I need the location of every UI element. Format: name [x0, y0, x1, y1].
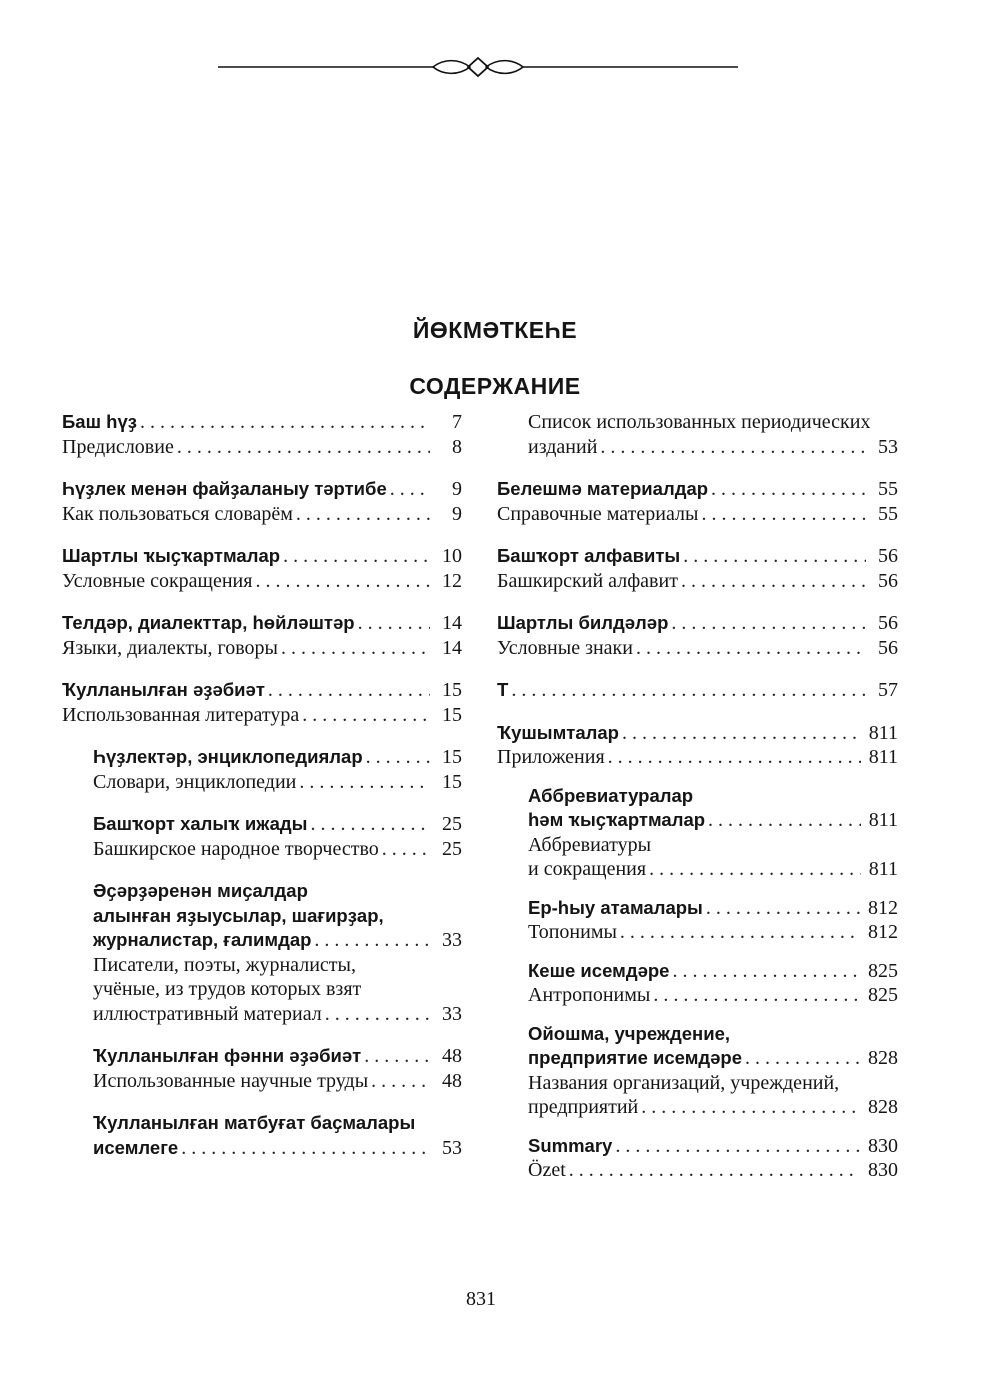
- toc-group: [497, 721, 898, 770]
- toc-entry-page: 56: [878, 636, 898, 659]
- toc-entry-title: Башкирский алфавит: [497, 569, 678, 592]
- toc-entry-title-line: Әҫәрҙәренән миҫалдар: [93, 880, 308, 901]
- toc-entry-page: 25: [442, 837, 462, 860]
- leader-dots: [672, 959, 860, 984]
- toc-entry-title: Шартлы ҡыҫҡартмалар: [62, 545, 281, 566]
- toc-entry-title: Топонимы: [528, 921, 617, 943]
- leader-dots: [181, 1136, 430, 1161]
- leader-dots: [268, 678, 430, 703]
- toc-entry-page: 56: [878, 569, 898, 592]
- toc-entry-title-line: Писатели, поэты, журналисты,: [93, 953, 356, 976]
- toc-entry-page: 15: [442, 679, 462, 701]
- toc-entry-title: Как пользоваться словарём: [62, 502, 293, 525]
- toc-entry-page: 825: [868, 959, 898, 982]
- toc-entry[interactable]: [62, 435, 462, 460]
- toc-entry[interactable]: [93, 837, 462, 862]
- toc-entry[interactable]: [62, 703, 462, 728]
- toc-entry[interactable]: [93, 1002, 462, 1027]
- title-bashkir: ЙӨКМӘТКЕҺЕ: [412, 317, 578, 343]
- toc-entry-title: Словари, энциклопедии: [93, 770, 297, 793]
- toc-entry-page: 55: [878, 502, 898, 525]
- leader-dots: [708, 808, 861, 833]
- toc-entry[interactable]: [62, 678, 462, 703]
- leader-dots: [600, 435, 866, 460]
- toc-group: [62, 1044, 462, 1093]
- toc-entry-page: 811: [868, 858, 898, 880]
- toc-group: [62, 477, 462, 526]
- toc-entry-page: 7: [452, 411, 462, 433]
- toc-entry[interactable]: [93, 1044, 462, 1069]
- toc-group: [62, 678, 462, 727]
- toc-entry-page: 812: [868, 896, 898, 919]
- toc-group: [62, 611, 462, 660]
- leader-dots: [390, 477, 430, 502]
- toc-entry-page: 825: [868, 984, 898, 1006]
- leader-dots: [641, 1095, 860, 1120]
- leader-dots: [649, 857, 861, 882]
- toc-entry[interactable]: [497, 678, 898, 703]
- title-russian: СОДЕРЖАНИЕ: [409, 373, 581, 399]
- toc-entry[interactable]: [62, 477, 462, 502]
- toc-entry-title: Ҡушымталар: [497, 721, 619, 743]
- toc-entry[interactable]: [62, 569, 462, 594]
- leader-dots: [622, 721, 861, 746]
- toc-entry-title: Использованная литература: [62, 703, 300, 726]
- leader-dots: [299, 770, 430, 795]
- toc-entry-page: 56: [878, 545, 898, 567]
- toc-group: [497, 477, 898, 526]
- toc-entry[interactable]: [497, 569, 898, 594]
- toc-entry-title: иллюстративный материал: [93, 1002, 322, 1025]
- toc-group: [497, 1134, 898, 1183]
- toc-entry-title: Антропонимы: [528, 984, 651, 1006]
- toc-entry-title-line: Названия организаций, учреждений,: [528, 1071, 840, 1094]
- toc-entry-title: Шартлы билдәләр: [497, 612, 669, 633]
- toc-entry-page: 56: [878, 612, 898, 634]
- toc-entry-title: Кеше исемдәре: [528, 959, 670, 981]
- toc-entry-title: Белешмә материалдар: [497, 478, 709, 499]
- toc-entry-title: Башҡорт алфавиты: [497, 545, 681, 566]
- leader-dots: [382, 837, 430, 862]
- leader-dots: [706, 896, 860, 921]
- toc-entry-page: 12: [442, 569, 462, 592]
- page-number: 831: [466, 1288, 496, 1310]
- toc-entry[interactable]: [528, 959, 898, 984]
- toc-entry[interactable]: [497, 502, 898, 527]
- toc-entry-title: Использованные научные труды: [93, 1069, 369, 1092]
- toc-entry-title-line: Ойошма, учреждение,: [528, 1022, 730, 1044]
- toc-group: [497, 611, 898, 660]
- toc-entry-title-line: учёные, из трудов которых взят: [93, 978, 362, 1000]
- toc-heading: [0, 312, 1000, 404]
- toc-entry[interactable]: [93, 1069, 462, 1094]
- toc-column-right: [497, 410, 898, 1197]
- leader-dots: [653, 983, 860, 1008]
- toc-group: [62, 812, 462, 861]
- toc-entry[interactable]: [528, 808, 898, 833]
- toc-entry-page: 830: [868, 1159, 898, 1181]
- toc-entry-title-line: Ҡулланылған матбуғат баҫмалары: [93, 1112, 416, 1133]
- toc-entry-page: 14: [442, 636, 462, 659]
- leader-dots: [701, 502, 866, 527]
- toc-entry-title: Һүҙлектәр, энциклопедиялар: [93, 746, 363, 767]
- leader-dots: [711, 477, 866, 502]
- leader-dots: [671, 611, 866, 636]
- toc-entry-title: Summary: [528, 1134, 613, 1156]
- toc-group: [497, 678, 898, 703]
- toc-entry-title: Ҡулланылған фәнни әҙәбиәт: [93, 1045, 362, 1066]
- toc-group: [62, 544, 462, 593]
- toc-entry-title: Һүҙлек менән файҙаланыу тәртибе: [62, 478, 387, 499]
- toc-entry-page: 33: [442, 1002, 462, 1025]
- leader-dots: [366, 745, 430, 770]
- toc-entry-page: 53: [442, 1136, 462, 1159]
- toc-group: [497, 1022, 898, 1120]
- toc-entry-page: 55: [878, 478, 898, 500]
- leader-dots: [364, 1044, 430, 1069]
- toc-entry-title: Языки, диалекты, говоры: [62, 636, 278, 659]
- toc-entry[interactable]: [528, 1134, 898, 1159]
- toc-entry[interactable]: [528, 1046, 898, 1071]
- toc-entry[interactable]: [528, 896, 898, 921]
- toc-entry[interactable]: [62, 502, 462, 527]
- toc-entry-title-line: Аббревиатуры: [528, 833, 652, 856]
- leader-dots: [283, 544, 430, 569]
- leader-dots: [177, 435, 430, 460]
- toc-entry-title: предприятий: [528, 1096, 639, 1118]
- toc-entry-title-line: Аббревиатуралар: [528, 784, 694, 806]
- toc-entry-page: 57: [878, 679, 898, 701]
- toc-group: [62, 879, 462, 1026]
- toc-group: [497, 544, 898, 593]
- toc-entry-page: 15: [442, 770, 462, 793]
- toc-entry-page: 48: [442, 1069, 462, 1092]
- leader-dots: [371, 1069, 430, 1094]
- toc-group: [62, 410, 462, 459]
- toc-entry-page: 9: [452, 502, 462, 525]
- leader-dots: [511, 678, 866, 703]
- toc-entry[interactable]: [497, 611, 898, 636]
- toc-entry[interactable]: [62, 636, 462, 661]
- toc-entry-title: Башкирское народное творчество: [93, 837, 379, 860]
- toc-entry-title: Условные сокращения: [62, 569, 253, 592]
- leader-dots: [325, 1002, 430, 1027]
- toc-column-left: [62, 410, 462, 1178]
- leader-dots: [314, 928, 430, 953]
- toc-entry[interactable]: [93, 928, 462, 953]
- leader-dots: [281, 636, 430, 661]
- toc-entry-page: 15: [442, 703, 462, 726]
- toc-entry-page: 812: [868, 921, 898, 943]
- leader-dots: [683, 544, 866, 569]
- toc-entry-title-line: Список использованных периодических: [528, 411, 871, 433]
- toc-entry-title: Предисловие: [62, 435, 174, 458]
- toc-entry-title: исемлеге: [93, 1136, 179, 1158]
- toc-entry[interactable]: [497, 544, 898, 569]
- toc-entry[interactable]: [93, 770, 462, 795]
- leader-dots: [620, 920, 860, 945]
- toc-entry[interactable]: [93, 745, 462, 770]
- leader-dots: [255, 569, 430, 594]
- toc-entry-title: Условные знаки: [497, 636, 633, 659]
- leader-dots: [310, 812, 430, 837]
- toc-entry-page: 811: [868, 809, 898, 831]
- toc-group: [497, 410, 898, 459]
- toc-entry-title: Ҡулланылған әҙәбиәт: [62, 679, 265, 700]
- toc-entry-title: изданий: [528, 435, 598, 458]
- leader-dots: [681, 569, 866, 594]
- toc-entry-page: 10: [442, 545, 462, 567]
- toc-entry-page: 53: [878, 435, 898, 458]
- toc-entry-page: 8: [452, 435, 462, 458]
- toc-entry[interactable]: [497, 636, 898, 661]
- toc-entry-title: Т: [497, 679, 509, 700]
- toc-entry-title: Справочные материалы: [497, 502, 699, 525]
- toc-entry[interactable]: [528, 857, 898, 882]
- toc-entry[interactable]: [497, 721, 898, 746]
- toc-entry[interactable]: [528, 920, 898, 945]
- toc-entry[interactable]: [62, 410, 462, 435]
- leader-dots: [569, 1158, 860, 1183]
- toc-entry-title-line: алынған яҙыусылар, шағирҙар,: [93, 904, 384, 926]
- toc-entry-page: 830: [868, 1134, 898, 1157]
- toc-entry-title: предприятие исемдәре: [528, 1047, 743, 1068]
- leader-dots: [302, 703, 430, 728]
- toc-entry-page: 811: [868, 746, 898, 768]
- toc-entry-page: 33: [442, 929, 462, 951]
- toc-entry-title: Приложения: [497, 746, 605, 768]
- toc-entry[interactable]: [497, 477, 898, 502]
- toc-entry[interactable]: [62, 544, 462, 569]
- toc-entry[interactable]: [528, 1095, 898, 1120]
- toc-entry-title: журналистар, ғалимдар: [93, 929, 312, 950]
- toc-entry-title: һәм ҡыҫҡартмалар: [528, 809, 706, 830]
- toc-group: [62, 1111, 462, 1160]
- toc-group: [497, 959, 898, 1008]
- header-ornament: [218, 52, 738, 82]
- toc-entry-page: 9: [452, 478, 462, 500]
- toc-entry-page: 14: [442, 612, 462, 634]
- leader-dots: [745, 1046, 860, 1071]
- leader-dots: [636, 636, 866, 661]
- toc-entry-page: 48: [442, 1045, 462, 1067]
- toc-entry-title: Özet: [528, 1159, 566, 1181]
- toc-group: [497, 784, 898, 882]
- leader-dots: [358, 611, 430, 636]
- toc-entry-page: 828: [868, 1047, 898, 1069]
- toc-entry[interactable]: [528, 1158, 898, 1183]
- toc-group: [62, 745, 462, 794]
- toc-entry-title: и сокращения: [528, 858, 647, 880]
- leader-dots: [140, 410, 430, 435]
- toc-group: [497, 896, 898, 945]
- toc-entry-page: 15: [442, 746, 462, 768]
- toc-entry-title: Ер-һыу атамалары: [528, 896, 703, 918]
- toc-entry[interactable]: [93, 812, 462, 837]
- toc-entry-title: Башҡорт халыҡ ижады: [93, 813, 308, 834]
- toc-entry[interactable]: [93, 1136, 462, 1161]
- toc-entry-page: 828: [868, 1096, 898, 1118]
- leader-dots: [615, 1134, 860, 1159]
- leader-dots: [296, 502, 430, 527]
- toc-entry[interactable]: [497, 745, 898, 770]
- leader-dots: [608, 745, 861, 770]
- toc-entry[interactable]: [528, 435, 898, 460]
- toc-entry-title: Телдәр, диалекттар, һөйләштәр: [62, 612, 355, 633]
- toc-entry-title: Баш һүҙ: [62, 411, 137, 432]
- toc-entry[interactable]: [62, 611, 462, 636]
- toc-entry-page: 25: [442, 813, 462, 835]
- toc-entry-page: 811: [868, 721, 898, 744]
- toc-entry[interactable]: [528, 983, 898, 1008]
